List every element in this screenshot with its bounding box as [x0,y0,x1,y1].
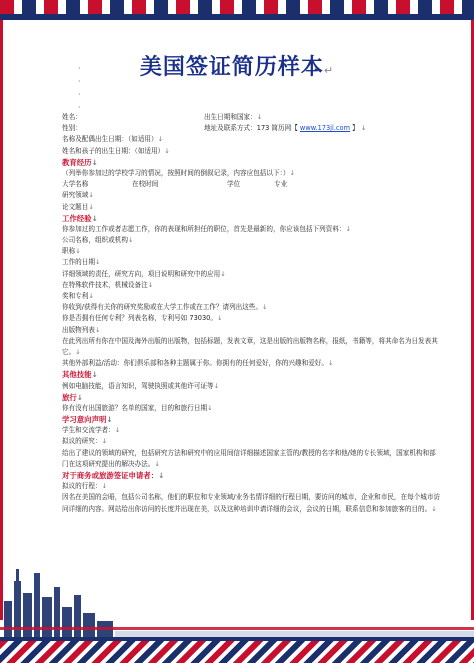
gender-label: 性别 [62,124,76,133]
page-title [0,50,474,81]
research-line: 研究领域↓ [62,191,94,200]
equipment-line: 在特殊软件技术，机械设备注↓ [62,280,154,289]
company-label: 公司名称，组织或机构 [62,236,128,245]
patents-question: 你是否拥有任何专利？列表名称，专利号如 73030。 [62,314,217,323]
work-intro-line: 你参加过的工作或者志愿工作，你的表现和所担任的职位，首先是最新的，你应该包括下列资料：↓ [62,224,352,233]
edu-columns [62,179,442,190]
footer-flag-stripes [0,641,474,663]
awards-question: 你收到/获得有关你的研究奖励或在大学工作或在工作？请列出这些。 [62,303,263,312]
children-label: 姓名和孩子的出生日期：（如适用） [62,146,165,155]
name-label: 姓名 [62,113,76,121]
skills-line: 例如电脑技能，语言知识，驾驶执照或其他许可证等↓ [62,381,220,390]
company-line: 公司名称，组织或机构↓ [62,236,134,245]
dob-label: 出生日期和国家 [204,113,251,121]
title-text: 美国签证简历样本 [139,55,324,80]
skills-desc: 例如电脑技能，语言知识，驾驶执照或其他许可证等 [62,381,214,390]
section-education: 教育经历↓ [62,157,98,167]
section-travel: 旅行↓ [62,392,83,402]
col-major: 专业 [274,180,288,189]
publications-desc: 在此列出所有你在中国及海外出版的出版物，包括标题，发表文章，这是出版的出版物名称，报纸，书籍等，将其命名为日发表其它。 [62,336,438,356]
thesis-label: 论文题目 [62,202,89,211]
awards-q-line: 你收到/获得有关你的研究奖励或在大学工作或在工作？请列出这些。↓ [62,303,268,312]
travel-desc: 你有没有出国旅游？名单的国家，目的和旅行日期 [62,403,208,412]
address-label: 地址及联系方式 [204,124,251,133]
section-business: 对于商务或旅游签证申请者：↓ [62,471,165,481]
col-degree: 学位 [227,180,241,189]
city-skyline-illustration [0,561,474,641]
pubs-desc-block: 在此列出所有你在中国及海外出版的出版物，包括标题，发表文章，这是出版的出版物名称，报纸，书籍等，将其命名为日发表其它。↓ [62,336,438,356]
top-flag-stripes [0,0,474,14]
patents-line: 你是否拥有任何专利？列表名称，专利号如 73030。↓ [62,314,223,323]
pubs-header-line: 出版物列表↓ [62,325,101,334]
equipment-label: 在特殊软件技术，机械设备注 [62,280,148,289]
itinerary-line: 拟议的行程：↓ [62,482,108,491]
publications-label: 出版物列表 [62,325,95,334]
col-period: 在校时间 [132,180,159,189]
work-intro: 你参加过的工作或者志愿工作，你的表现和所担任的职位，首先是最新的，你应该包括下列资料： [62,224,346,233]
work-dates-label: 工作的日期 [62,258,95,267]
study-sub-line: 学生和交流学者：↓ [62,426,121,435]
children-line: 姓名和孩子的出生日期：（如适用）↓ [62,146,170,155]
name-line: 姓名： 出生日期和国家：↓ [62,113,263,121]
travel-heading: 旅行 [62,392,77,402]
education-note: （列举你参加过的学校学习的情况，按照时间的倒叙记录，内容应包括以下：） [62,168,290,177]
itinerary-desc: 因名在美国的会晤，包括公司名称，他们的职位和专业领域/业务名情详细的行程日期，要访问的城市，企业和市民，在每个城市访问详细的内容。网站给出你访问的长度并出现在美，以及这种培训申请详细的会议，会议的日期，联系信息和参加旅客的目的。 [62,493,441,513]
itinerary-label: 拟议的行程： [62,482,102,491]
research-label: 研究领域 [62,191,89,200]
work-heading: 工作经验 [62,213,92,223]
planned-desc-block: 给出了建议的领域的研究，包括研究方法和研究中的应用间信详细描述国家主管的/教授的名字和他/她的专长领域，国家机构和部门在这项研究提出的解决办法。↓ [62,448,436,468]
paragraph-mark: ↵ [323,64,335,77]
section-skills: 其他技能↓ [62,370,98,380]
education-heading: 教育经历 [62,157,92,167]
address-bracket-close: 】 [352,124,359,133]
thesis-line: 论文题目↓ [62,202,94,211]
business-heading: 对于商务或旅游签证申请者： [62,471,159,481]
travel-line: 你有没有出国旅游？名单的国家，目的和旅行日期↓ [62,403,213,412]
itinerary-desc-block: 因名在美国的会晤，包括公司名称，他们的职位和专业领域/业务名情详细的行程日期，要访问的城市，企业和市民，在每个城市访问详细的内容。网站给出你访问的长度并出现在美，以及这种培训申请详细的会议，会议的日期，联系信息和参加旅客的目的。↓ [62,493,441,513]
col-university: 大学名称 [62,180,89,189]
awards-line: 奖和专利↓ [62,292,94,300]
study-subheading: 学生和交流学者： [62,426,115,435]
skills-heading: 其他技能 [62,370,92,380]
study-heading: 学习意向声明 [62,415,107,425]
left-border [0,20,3,620]
top-navy-band [0,14,474,20]
section-study: 学习意向声明↓ [62,415,113,425]
empty-paragraph-marks: · · · · [78,64,81,112]
awards-label: 奖和专利 [62,292,89,300]
spouse-label: 名称及配偶出生日期：（如适用） [62,135,158,144]
interests-desc: 其他外部利益/活动：你们俱乐部和各种主题属于你。你拥有的任何爱好，你的兴趣和爱好。 [62,359,328,368]
spouse-line: 名称及配偶出生日期：（如适用）↓ [62,135,164,144]
work-desc: 详细领域的责任，研究方向，项目说明和研究中的应用 [62,269,221,278]
work-desc-line: 详细领域的责任，研究方向，项目说明和研究中的应用↓ [62,269,226,278]
edu-note-line: （列举你参加过的学校学习的情况，按照时间的倒叙记录，内容应包括以下：）↓ [62,168,296,177]
position-line: 职称↓ [62,247,81,256]
planned-line: 拟议的研究：↓ [62,437,108,446]
gender-line: 性别： 地址及联系方式：173 简历网【 www.173jl.com 】 ↓ [62,124,367,133]
section-work: 工作经验↓ [62,213,98,223]
website-link[interactable]: www.173jl.com [299,124,351,133]
resume-body [62,112,442,515]
work-dates-line: 工作的日期↓ [62,258,101,267]
pubs-other-line: 其他外部利益/活动：你们俱乐部和各种主题属于你。你拥有的任何爱好，你的兴趣和爱好。↓ [62,359,334,368]
planned-desc: 给出了建议的领域的研究，包括研究方法和研究中的应用间信详细描述国家主管的/教授的名字和他/她的专长领域，国家机构和部门在这项研究提出的解决办法。 [62,448,436,468]
address-source: 173 简历网【 [256,124,298,133]
planned-label: 拟议的研究： [62,437,102,446]
position-label: 职称 [62,247,76,256]
